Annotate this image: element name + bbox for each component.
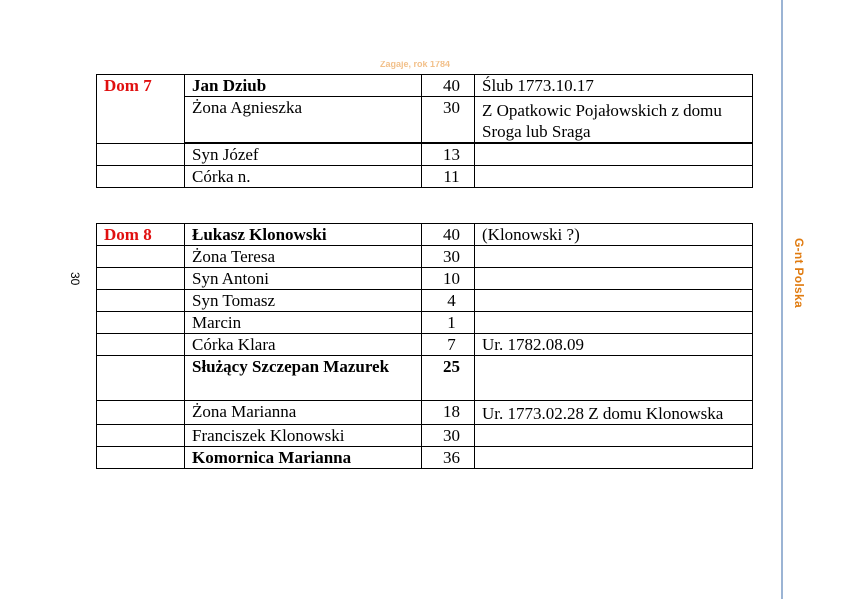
person-age: 13	[422, 143, 475, 166]
person-age: 36	[422, 447, 475, 469]
person-age: 40	[422, 75, 475, 97]
person-note	[475, 246, 753, 268]
table-row	[97, 97, 753, 144]
person-note	[475, 447, 753, 469]
table-row	[97, 401, 753, 425]
person-note	[475, 425, 753, 447]
empty-cell	[97, 356, 185, 401]
table-row	[97, 224, 753, 246]
empty-cell	[97, 447, 185, 469]
table-row	[97, 425, 753, 447]
empty-cell	[97, 246, 185, 268]
person-note	[475, 312, 753, 334]
person-age: 4	[422, 290, 475, 312]
table-row	[97, 290, 753, 312]
house-label: Dom 7	[97, 75, 185, 144]
empty-cell	[97, 290, 185, 312]
empty-cell	[97, 425, 185, 447]
table-row	[97, 246, 753, 268]
person-name: Żona Agnieszka	[185, 97, 422, 144]
person-name: Komornica Marianna	[185, 447, 422, 469]
table-row	[97, 166, 753, 188]
person-note: Ur. 1773.02.28 Z domu Klonowska	[475, 401, 753, 425]
person-note	[475, 268, 753, 290]
empty-cell	[97, 166, 185, 188]
empty-cell	[97, 268, 185, 290]
empty-cell	[97, 334, 185, 356]
person-name: Franciszek Klonowski	[185, 425, 422, 447]
house-table-dom-8	[96, 223, 753, 469]
house-table-dom-7	[96, 74, 753, 188]
person-age: 1	[422, 312, 475, 334]
empty-cell	[97, 143, 185, 166]
person-name: Syn Antoni	[185, 268, 422, 290]
side-label: G-nt Polska	[792, 238, 806, 308]
person-age: 40	[422, 224, 475, 246]
faded-header: Zagaje, rok 1784	[380, 61, 451, 69]
person-name: Syn Tomasz	[185, 290, 422, 312]
table-row	[97, 268, 753, 290]
person-note: (Klonowski ?)	[475, 224, 753, 246]
house-label: Dom 8	[97, 224, 185, 246]
table-row	[97, 356, 753, 401]
person-note: Z Opatkowic Pojałowskich z domu Sroga lub Sraga	[475, 97, 753, 144]
person-note	[475, 356, 753, 401]
page-number: 30	[68, 272, 82, 286]
person-name: Łukasz Klonowski	[185, 224, 422, 246]
person-note: Ur. 1782.08.09	[475, 334, 753, 356]
person-age: 7	[422, 334, 475, 356]
empty-cell	[97, 312, 185, 334]
table-row	[97, 334, 753, 356]
table-row	[97, 143, 753, 166]
page-margin-line	[781, 0, 783, 599]
person-age: 10	[422, 268, 475, 290]
person-name: Żona Marianna	[185, 401, 422, 425]
table-row	[97, 312, 753, 334]
person-note	[475, 143, 753, 166]
person-age: 18	[422, 401, 475, 425]
person-name: Córka Klara	[185, 334, 422, 356]
person-note	[475, 166, 753, 188]
person-note	[475, 290, 753, 312]
person-age: 30	[422, 246, 475, 268]
person-name: Jan Dziub	[185, 75, 422, 97]
person-name: Żona Teresa	[185, 246, 422, 268]
person-note: Ślub 1773.10.17	[475, 75, 753, 97]
empty-cell	[97, 401, 185, 425]
person-name: Służący Szczepan Mazurek	[185, 356, 422, 401]
person-name: Marcin	[185, 312, 422, 334]
person-age: 11	[422, 166, 475, 188]
person-name: Syn Józef	[185, 143, 422, 166]
person-age: 25	[422, 356, 475, 401]
table-row	[97, 447, 753, 469]
table-row	[97, 75, 753, 97]
person-name: Córka n.	[185, 166, 422, 188]
person-age: 30	[422, 425, 475, 447]
person-age: 30	[422, 97, 475, 144]
